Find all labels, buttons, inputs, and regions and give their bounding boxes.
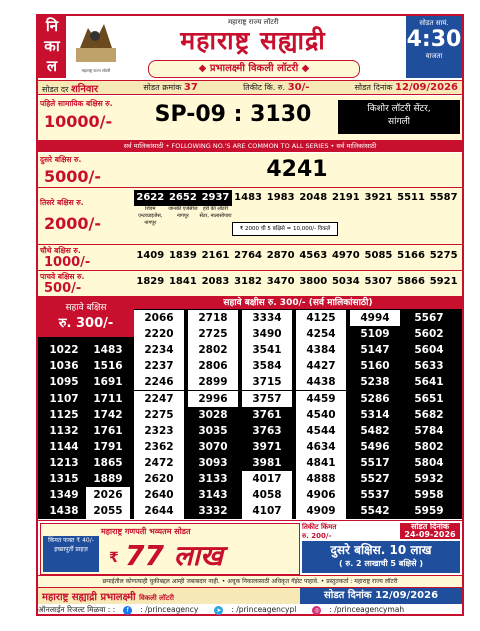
sixth-prize-number: 4427: [296, 358, 346, 374]
sixth-prize-number: 5682: [414, 408, 444, 421]
sixth-prize-number: 5958: [414, 489, 444, 502]
sixth-prize-number: 1761: [93, 424, 123, 437]
sixth-prize-number: 5932: [414, 473, 444, 485]
ad-rupee: ₹: [109, 550, 119, 566]
disclaimer: छपाईतील कोणत्याही चुकीबद्दल आम्ही जबाबदार नाही. • अचूक निकालासाठी अधिकृत गॅझेट पाहावे. • प्रस्तुतकर्ता : महाराष्ट्र राज्य लॉटरी: [38, 575, 462, 587]
first-prize-row: [38, 96, 462, 141]
footer-brand: [42, 589, 174, 603]
sixth-prize-number: 2620: [134, 471, 184, 487]
ad-second-prize: [302, 541, 460, 573]
sixth-prize-heading: सहावे बक्षीस रु. 300/- (सर्व मालिकांसाठी): [134, 297, 462, 309]
header: [38, 16, 462, 78]
prize4-number: 5166: [397, 250, 425, 261]
footer-brand-name: महाराष्ट्र सह्याद्री प्रभालक्ष्मी: [42, 592, 136, 603]
third-number: 1483: [234, 192, 262, 203]
draw-no: 37: [183, 82, 198, 93]
third-number: 1983: [266, 192, 295, 203]
instagram-link[interactable]: [312, 605, 412, 615]
fifth-prize-numbers: [134, 276, 460, 287]
sixth-prize-number: 3035: [198, 424, 228, 437]
sub-title: ◆ प्रभालक्ष्मी विकली लॉटरी ◆: [148, 60, 360, 78]
fourth-prize-amount: 1000/-: [44, 255, 91, 270]
sixth-prize-number: 5238: [360, 376, 390, 389]
sixth-prize-number: 3981: [252, 456, 282, 469]
second-prize-label: दुसरे बक्षिस रु.: [40, 155, 82, 164]
fifth-prize-row: [38, 271, 462, 297]
price-label: तिकीट किं. रु.: [243, 83, 286, 92]
prize5-number: 5866: [397, 276, 425, 287]
day-label: सोडत दर: [42, 84, 69, 94]
time-suffix: वाजता: [425, 52, 443, 60]
third-number: 2191: [331, 192, 360, 203]
sixth-prize-number: 5160: [360, 360, 390, 373]
sixth-prize-number: 5517: [360, 456, 390, 469]
center-name: किशोर लॉटरी सेंटर,: [367, 104, 431, 114]
footer-brand-sub: विकली लॉटरी: [139, 594, 174, 602]
sixth-prize-number: 2725: [188, 326, 238, 342]
sixth-prize-number: 5482: [360, 424, 390, 437]
sixth-prize-number: 1036: [49, 360, 79, 373]
nikal-badge: [38, 16, 66, 78]
sixth-prize-number: 5641: [414, 376, 444, 389]
sixth-prize-number: 1865: [93, 456, 123, 469]
sixth-prize-number: 4540: [296, 407, 346, 423]
sixth-prize-number: 2026: [86, 487, 130, 503]
sixth-prize-number: 4994: [350, 310, 400, 326]
sixth-prize-number: 1315: [49, 473, 79, 485]
nikal-1: नि: [45, 17, 59, 35]
ad-draw-label: सोडत दिनांक: [410, 522, 450, 531]
third-number: 5587: [429, 192, 458, 203]
prize4-number: 2764: [234, 250, 262, 261]
sixth-prize-number: 2247: [134, 391, 184, 407]
ad-title: महाराष्ट्र गणपती भव्यतम सोडत: [101, 527, 191, 536]
prize4-number: 1409: [136, 250, 165, 261]
sixth-prize-number: 1095: [49, 376, 79, 389]
sixth-prize-number: 4544: [296, 423, 346, 439]
ad-draw-date: [400, 523, 460, 539]
sixth-prize-number: 3541: [242, 342, 292, 358]
ganpati-ad: [38, 520, 462, 575]
third-prize-row: [38, 188, 462, 245]
telegram-icon: ➤: [216, 607, 222, 614]
sixth-prize-number: 2234: [134, 342, 184, 358]
fourth-prize-label: चौथे बक्षिस रु.: [40, 246, 81, 255]
price-value: 30/-: [287, 82, 310, 93]
sixth-prize-number: 2802: [188, 342, 238, 358]
draw-label: सोडत क्रमांक: [143, 83, 182, 92]
prize5-number: 5307: [364, 276, 393, 287]
nikal-3: ल: [46, 57, 58, 75]
sixth-prize-number: 3584: [242, 358, 292, 374]
sixth-prize-number: 2055: [86, 503, 130, 519]
sixth-prize-number: 5604: [414, 344, 444, 357]
sixth-prize-number: 4017: [242, 471, 292, 487]
ad-ticket-price: रु. 200/-: [302, 532, 332, 540]
prize5-number: 5034: [331, 276, 360, 287]
facebook-link[interactable]: [123, 605, 206, 615]
sixth-prize-number: 1516: [93, 360, 123, 373]
sixth-prize-number: 5542: [360, 505, 390, 518]
third-agent: जानकी एजेंसीज नागपूर: [168, 206, 198, 219]
sixth-prize-number: 1213: [49, 456, 79, 469]
first-prize-amount: 10000/-: [44, 112, 113, 131]
sixth-prize-number: 5147: [360, 344, 390, 357]
sixth-prize-number: 4634: [296, 439, 346, 455]
sixth-prize-number: 4384: [296, 342, 346, 358]
fourth-prize-row: [38, 245, 462, 271]
sixth-prize-number: 4909: [296, 503, 346, 519]
sixth-prize-number: 5602: [414, 328, 444, 341]
center-city: सांगली: [388, 117, 410, 127]
sixth-prize-number: 4841: [296, 455, 346, 471]
sixth-prize-number: 5804: [414, 456, 444, 469]
prize4-number: 2161: [201, 250, 230, 261]
sixth-prize-number: 1691: [93, 376, 123, 389]
sixth-prize-number: 1125: [49, 408, 79, 421]
third-prize-rule: ₹ 2000 ची 5 बक्षिसे = 10,000/- विकले: [232, 222, 338, 236]
second-prize-amount: 5000/-: [44, 167, 102, 186]
telegram-link[interactable]: [214, 605, 304, 615]
result-sheet: [36, 14, 464, 616]
prize5-number: 5921: [429, 276, 458, 287]
sixth-prize-number: 4888: [296, 471, 346, 487]
sixth-prize-number: 4107: [242, 503, 292, 519]
prize5-number: 1841: [168, 276, 197, 287]
sixth-prize-number: 2644: [134, 503, 184, 519]
sixth-prize-number: 3715: [242, 374, 292, 390]
prize5-number: 3800: [299, 276, 328, 287]
prize5-number: 2083: [201, 276, 230, 287]
sixth-prize-label: सहावे बक्षिस: [65, 303, 107, 313]
sixth-prize-number: 1742: [93, 408, 123, 421]
sixth-prize-number: 4058: [242, 487, 292, 503]
sixth-prize-number: 1711: [93, 392, 123, 405]
sixth-prize-number: 2899: [188, 374, 238, 390]
main-title: महाराष्ट्र सह्याद्री: [128, 26, 378, 56]
sixth-prize-number: 5959: [414, 505, 444, 518]
sixth-prize-number: 2718: [188, 310, 238, 326]
info-bar: [38, 80, 462, 95]
first-prize-label: पहिले सामायिक बक्षिस रु.: [40, 99, 113, 108]
prize4-number: 4970: [331, 250, 360, 261]
prize5-number: 1829: [136, 276, 165, 287]
prize4-number: 4563: [299, 250, 328, 261]
sixth-prize-number: 5651: [414, 392, 444, 405]
prize4-number: 2870: [266, 250, 295, 261]
ganpati-banner: [40, 523, 300, 575]
date-label: सोडत दिनांक: [354, 83, 393, 92]
sixth-prize-number: 3490: [242, 326, 292, 342]
prize4-number: 5085: [364, 250, 393, 261]
third-prize-label: तिसरे बक्षिस रु.: [40, 198, 84, 207]
sixth-prize-number: 2806: [188, 358, 238, 374]
sixth-prize-number: 5567: [414, 312, 444, 324]
sixth-prize-number: 2275: [134, 407, 184, 423]
sixth-prize-number: 3761: [252, 408, 282, 421]
ad-amount: 77 लाख: [125, 539, 223, 572]
third-number: 2652: [167, 190, 200, 206]
sixth-prize-number: 1132: [49, 424, 79, 437]
time-label: सोडत सायं.: [419, 19, 449, 27]
instagram-icon: ◎: [314, 607, 320, 614]
lottery-logo-icon: [68, 18, 122, 70]
third-agent: हरी की लॉटरी सेंटर, नालासोपारा: [199, 206, 232, 219]
third-number: 5511: [397, 192, 425, 203]
prize5-number: 3470: [266, 276, 295, 287]
sixth-prize-number: 4125: [296, 310, 346, 326]
sixth-prize-number: 2237: [134, 358, 184, 374]
ad-draw-value: 24-09-2026: [404, 530, 456, 539]
date-value: 12/09/2026: [395, 82, 458, 93]
sixth-prize-number: 1107: [49, 392, 79, 405]
fifth-prize-amount: 500/-: [44, 281, 82, 296]
prize5-number: 3182: [234, 276, 262, 287]
sixth-prize-number: 1889: [93, 473, 123, 485]
footer-date-label: सोडत दिनांक: [323, 590, 372, 601]
sixth-prize-number: 2323: [134, 423, 184, 439]
sixth-prize-number: 3143: [198, 489, 228, 502]
common-series-banner: सर्व मालिकांसाठी • FOLLOWING NO.'S ARE COMMON TO ALL SERIES • सर्व मालिकांसाठी: [38, 141, 462, 152]
ad-left-box: किंमत फक्त ₹ 40/- इच्छापूर्ती प्राइज़: [43, 536, 99, 572]
sixth-prize-number: 2472: [134, 455, 184, 471]
org-name: महाराष्ट्र राज्य लॉटरी: [228, 18, 279, 26]
sixth-prize-number: 3757: [242, 391, 292, 407]
sixth-prize-number: 3028: [198, 408, 228, 421]
sixth-prize-number: 1791: [93, 440, 123, 453]
telegram-handle: : /princeagencypl: [231, 605, 297, 614]
sixth-prize-number: 4438: [296, 374, 346, 390]
fifth-prize-label: पाचवे बक्षिस रु.: [40, 272, 85, 281]
sixth-prize-number: 5314: [360, 408, 390, 421]
instagram-handle: : /princeagencymah: [329, 605, 405, 614]
sixth-prize-number: 3332: [198, 505, 228, 518]
ad-ticket: [302, 523, 336, 541]
sixth-prize-number: 3070: [198, 440, 228, 453]
draw-time: 4:30: [406, 27, 462, 52]
third-number: 2048: [299, 192, 328, 203]
sixth-prize-number: 1144: [49, 440, 79, 453]
sixth-prize-number: 1022: [49, 344, 79, 357]
draw-date: [355, 82, 458, 93]
sixth-prize-number: 2640: [134, 487, 184, 503]
sixth-prize-number: 5784: [414, 424, 444, 437]
sixth-prize-number: 4906: [296, 487, 346, 503]
sixth-prize-number: 3133: [198, 473, 228, 485]
sixth-prize-tag: [38, 297, 134, 337]
ad-ticket-info: [302, 523, 460, 539]
sixth-prize-number: 2066: [134, 310, 184, 326]
sixth-prize-number: 1483: [93, 344, 123, 357]
sixth-prize-number: 1349: [49, 489, 79, 502]
sixth-prize-number: 5109: [360, 328, 390, 341]
draw-day: [42, 81, 98, 95]
nikal-2: का: [44, 37, 60, 55]
footer-date: [300, 588, 462, 604]
sixth-prize-number: 3971: [252, 440, 282, 453]
third-agent: शिवम एन्टरप्राइजेस, नागपूर: [138, 206, 163, 226]
sixth-prize-number: 4254: [296, 326, 346, 342]
third-number: 3921: [364, 192, 393, 203]
prize4-number: 1839: [168, 250, 197, 261]
sixth-prize-number: 5527: [360, 473, 390, 485]
draw-number: [143, 82, 197, 93]
footer-bar: [38, 587, 462, 604]
social-links: [38, 604, 462, 616]
draw-time-box: [406, 16, 462, 78]
sixth-prize-number: 2246: [134, 374, 184, 390]
sixth-prize-number: 5537: [360, 489, 390, 502]
sixth-prize-number: 5633: [414, 360, 444, 373]
prize4-number: 5275: [429, 250, 458, 261]
second-prize-row: [38, 153, 462, 188]
sixth-prize-number: 2362: [134, 439, 184, 455]
sixth-prize-number: 3334: [242, 310, 292, 326]
sixth-prize-number: 5802: [414, 440, 444, 453]
third-number: 2937: [199, 190, 232, 206]
day-value: शनिवार: [70, 83, 99, 95]
second-prize-number: 4241: [266, 157, 328, 182]
third-number: 2622: [134, 190, 167, 206]
ad-ticket-label: तिकीट किंमत: [302, 523, 337, 531]
footer-date-value: 12/09/2026: [375, 590, 439, 601]
sixth-prize-number: 2996: [188, 391, 238, 407]
sixth-prize-number: 4459: [296, 391, 346, 407]
first-prize-number: SP-09 : 3130: [154, 102, 312, 127]
sixth-prize-number: 5496: [360, 440, 390, 453]
sixth-prize-number: 3763: [252, 424, 282, 437]
winner-center: [338, 100, 460, 134]
logo-caption: महाराष्ट्र राज्य लॉटरी: [81, 68, 111, 73]
sixth-prize-number: 1438: [49, 505, 79, 518]
sixth-prize-number: 2220: [134, 326, 184, 342]
social-label: ऑनलाईन रिजल्ट मिळवा : :: [38, 605, 116, 614]
ad-second-sub: ( रु. 2 लाखाची 5 बक्षिसे ): [338, 559, 424, 568]
facebook-icon: f: [123, 606, 132, 615]
ticket-price: [243, 82, 309, 93]
third-prize-amount: 2000/-: [44, 214, 102, 233]
sixth-prize-number: 3093: [198, 456, 228, 469]
sixth-prize-amount: रु. 300/-: [58, 316, 114, 331]
ad-second-text: दुसरे बक्षिस. 10 लाख: [330, 543, 432, 557]
sixth-prize-number: 5286: [360, 392, 390, 405]
facebook-handle: : /princeagency: [140, 605, 199, 614]
fourth-prize-numbers: [134, 250, 460, 261]
